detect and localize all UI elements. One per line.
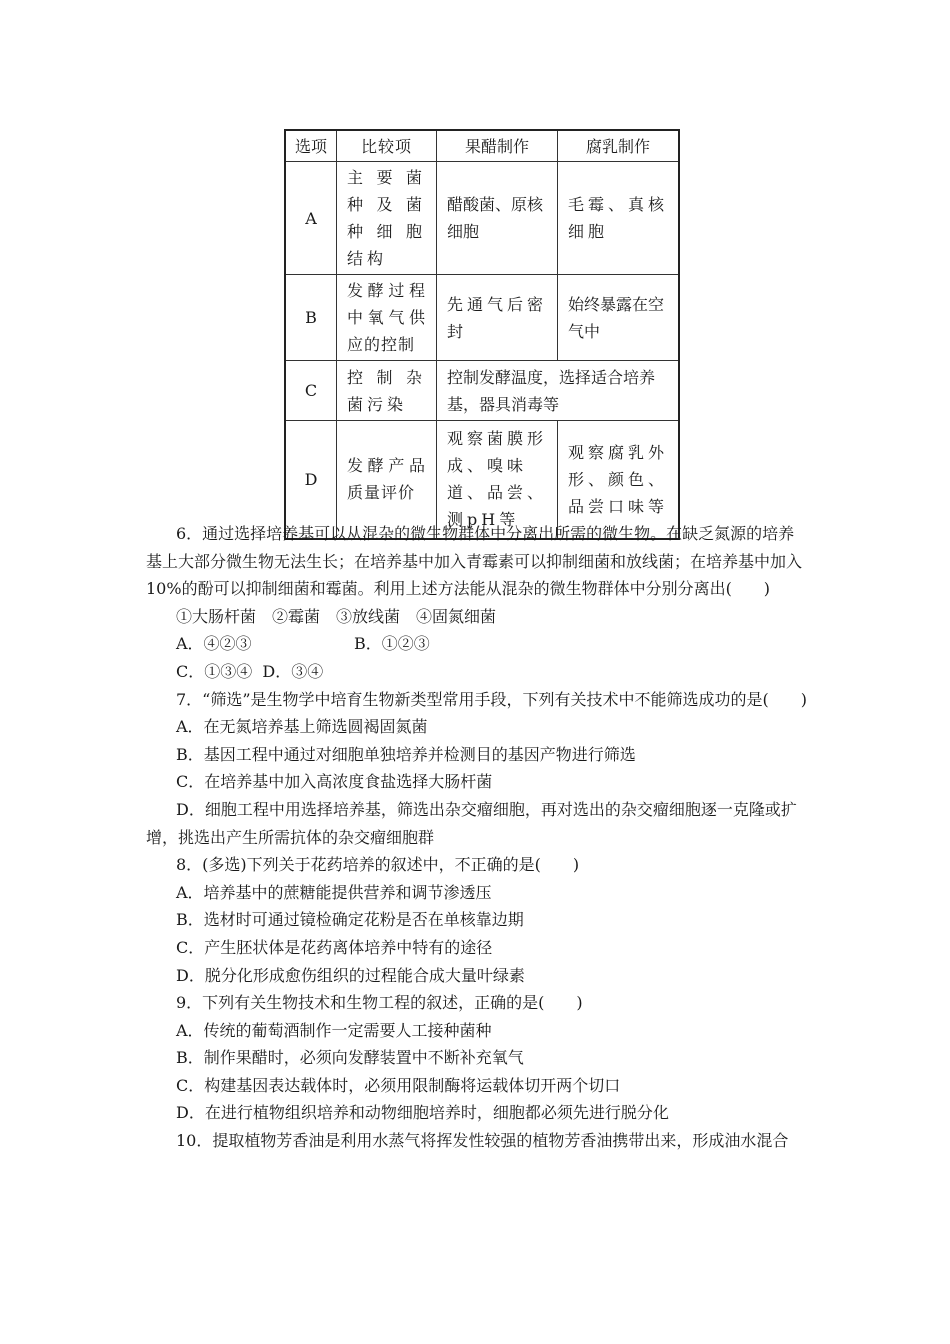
row-option: A [285,162,337,275]
row-item: 发酵过程中氧气供应的控制 [337,275,437,361]
q9-option-a: A．传统的葡萄酒制作一定需要人工接种菌种 [176,1020,492,1040]
row-merged: 控制发酵温度，选择适合培养基，器具消毒等 [437,361,680,421]
q6-options-ab [146,630,808,658]
q9-stem: 9．下列有关生物技术和生物工程的叙述，正确的是( ) [176,993,583,1013]
question-body [146,520,808,1155]
q9-option-d: D．在进行植物组织培养和动物细胞培养时，细胞都必须先进行脱分化 [176,1103,669,1123]
q8-option-c: C．产生胚状体是花药离体培养中特有的途径 [176,937,493,957]
q6-option-a: A．④②③ [176,634,252,654]
q7-option-d: D．细胞工程中用选择培养基，筛选出杂交瘤细胞，再对选出的杂交瘤细胞逐一克隆或扩增，挑选出产生所需抗体的杂交瘤细胞群 [146,799,797,847]
row-item: 发酵产品质量评价 [337,421,437,539]
row-vinegar: 先通气后密封 [437,275,558,361]
table-row [285,162,679,275]
table-header-row [285,130,679,162]
row-tofu: 观察腐乳外形、颜色、品尝口味等 [558,421,680,539]
row-vinegar: 观察菌膜形成、嗅味道、品尝、测pH等 [437,421,558,539]
q8-option-a: A．培养基中的蔗糖能提供营养和调节渗透压 [176,882,492,902]
header-item: 比较项 [337,130,437,162]
header-tofu: 腐乳制作 [558,130,680,162]
q10-stem: 10．提取植物芳香油是利用水蒸气将挥发性较强的植物芳香油携带出来，形成油水混合 [176,1131,789,1151]
row-vinegar: 醋酸菌、原核细胞 [437,162,558,275]
comparison-table [284,129,680,540]
q9-option-c: C．构建基因表达载体时，必须用限制酶将运载体切开两个切口 [176,1075,621,1095]
row-tofu: 始终暴露在空气中 [558,275,680,361]
q9-option-b: B．制作果醋时，必须向发酵装置中不断补充氧气 [176,1048,524,1068]
q7-option-c: C．在培养基中加入高浓度食盐选择大肠杆菌 [176,772,493,792]
q6-options-cd [146,658,808,686]
q6-stem: 6．通过选择培养基可以从混杂的微生物群体中分离出所需的微生物。在缺乏氮源的培养基上大部分微生物无法生长；在培养基中加入青霉素可以抑制细菌和放线菌；在培养基中加入10%的酚可以抑制细菌和霉菌。利用上述方法能从混杂的微生物群体中分别分离出( ) [146,524,803,599]
comparison-table-container [284,129,680,540]
row-item: 控制杂菌污染 [337,361,437,421]
table-row [285,275,679,361]
q6-option-c: C．①③④ [176,661,253,681]
table-row [285,361,679,421]
row-option: D [285,421,337,539]
header-option: 选项 [285,130,337,162]
row-tofu: 毛霉、真核细胞 [558,162,680,275]
row-option: B [285,275,337,361]
q7-stem: 7．“筛选”是生物学中培育生物新类型常用手段，下列有关技术中不能筛选成功的是( ) [176,689,808,709]
q6-option-d: D．③④ [262,661,324,681]
q8-option-b: B．选材时可通过镜检确定花粉是否在单核靠边期 [176,910,524,930]
q8-stem: 8．(多选)下列关于花药培养的叙述中，不正确的是( ) [176,855,580,875]
q7-option-a: A．在无氮培养基上筛选圆褐固氮菌 [176,717,428,737]
q6-items: ①大肠杆菌 ②霉菌 ③放线菌 ④固氮细菌 [176,606,497,626]
header-vinegar: 果醋制作 [437,130,558,162]
q7-option-b: B．基因工程中通过对细胞单独培养并检测目的基因产物进行筛选 [176,744,636,764]
row-item: 主要菌种及菌种细胞结构 [337,162,437,275]
q6-option-b: B．①②③ [354,634,430,654]
row-option: C [285,361,337,421]
q8-option-d: D．脱分化形成愈伤组织的过程能合成大量叶绿素 [176,965,525,985]
